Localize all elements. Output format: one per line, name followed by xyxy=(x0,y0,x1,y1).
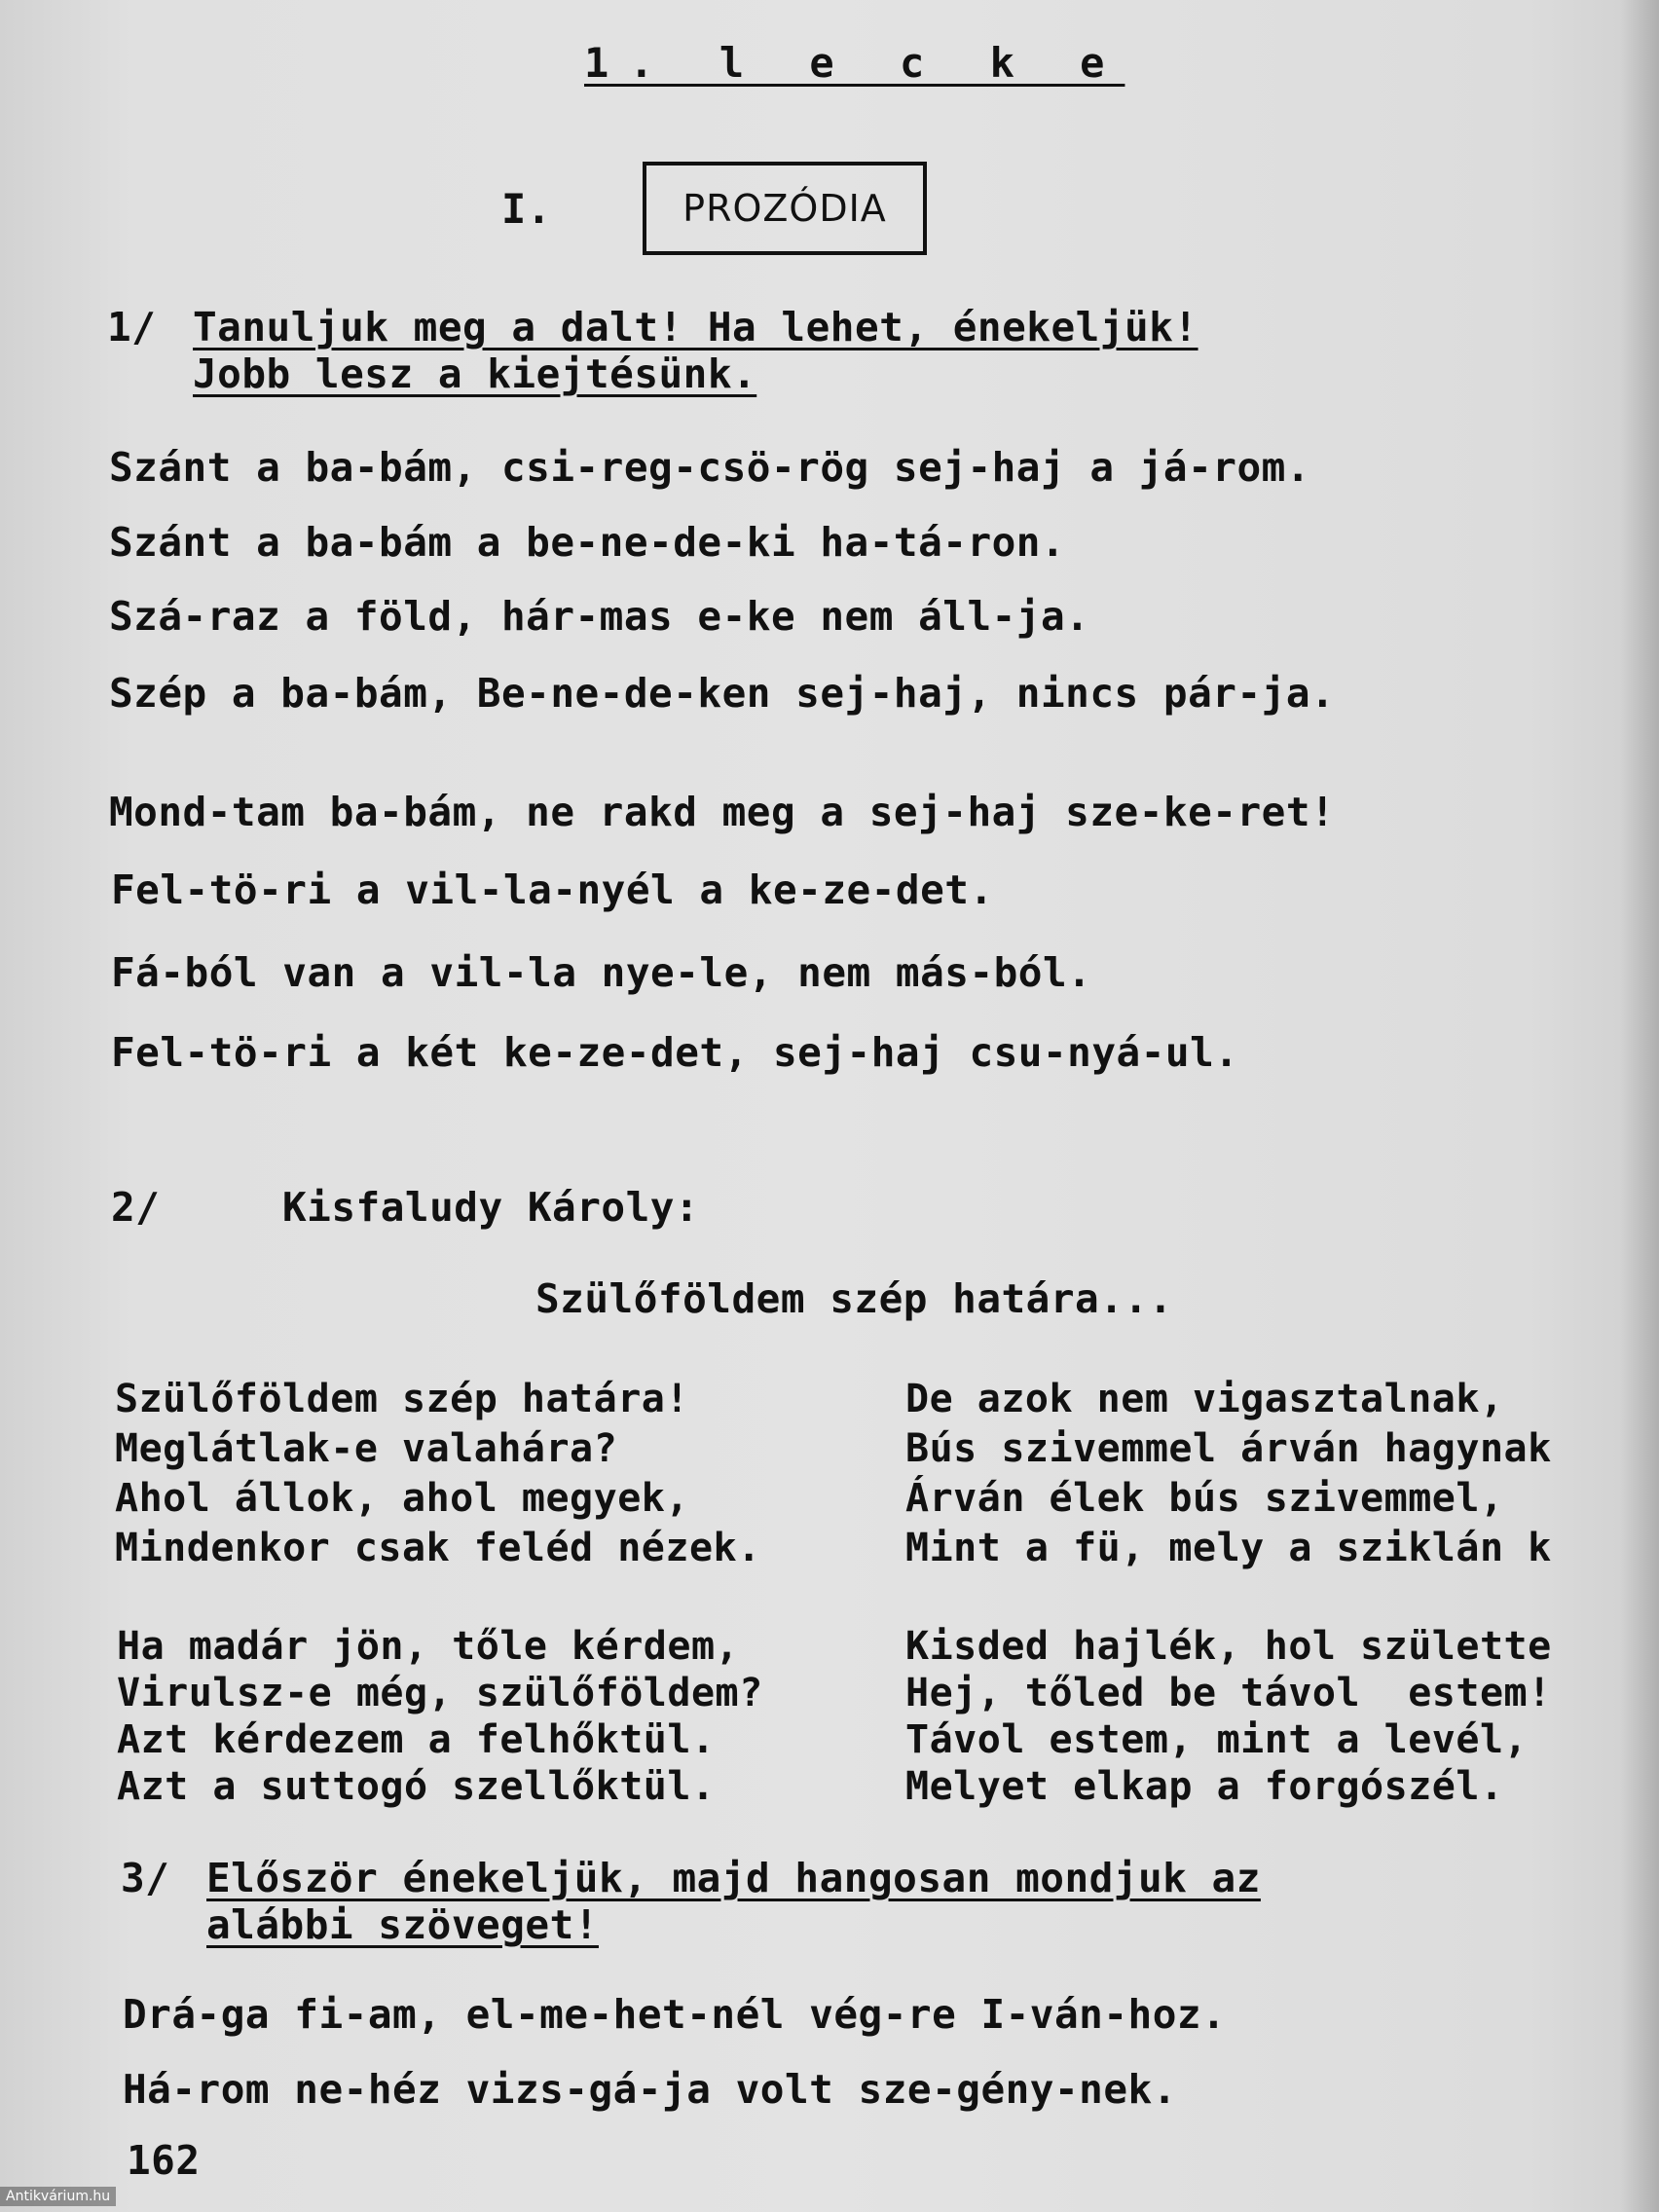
task1-instruction-line1: Tanuljuk meg a dalt! Ha lehet, énekeljük! xyxy=(193,304,1198,350)
song-line: Szánt a ba-bám, csi-reg-csö-rög sej-haj a já-rom. xyxy=(109,444,1311,491)
song-line: Szép a ba-bám, Be-ne-de-ken sej-haj, nincs pár-ja. xyxy=(109,670,1336,717)
poem-line-left: Szülőföldem szép határa! xyxy=(115,1377,689,1421)
song-line: Fel-tö-ri a két ke-ze-det, sej-haj csu-nyá-ul. xyxy=(111,1029,1239,1076)
section-title-box xyxy=(643,162,927,255)
task3-number: 3/ xyxy=(121,1855,170,1901)
section-title: PROZÓDIA xyxy=(682,187,887,230)
poem-right-column xyxy=(905,1363,1659,1830)
task2-number: 2/ xyxy=(111,1184,161,1231)
poem-line-right: Kisded hajlék, hol születte xyxy=(905,1624,1552,1669)
poem-line-right: Bús szivemmel árván hagynak xyxy=(905,1426,1552,1471)
song-line: Szá-raz a föld, hár-mas e-ke nem áll-ja. xyxy=(109,593,1090,640)
poem-line-right: Hej, tőled be távol estem! xyxy=(905,1671,1552,1715)
poem-line-right: Árván élek bús szivemmel, xyxy=(905,1476,1504,1521)
task3-instruction-line2: alábbi szöveget! xyxy=(206,1901,599,1948)
poem-line-right: Mint a fü, mely a sziklán k xyxy=(905,1526,1552,1570)
practice-line: Há-rom ne-héz vizs-gá-ja volt sze-gény-nek. xyxy=(123,2066,1177,2113)
poem-line-left: Azt a suttogó szellőktül. xyxy=(117,1764,716,1809)
page-number: 162 xyxy=(127,2137,201,2184)
poem-line-left: Ha madár jön, tőle kérdem, xyxy=(117,1624,740,1669)
poem-line-right: Távol estem, mint a levél, xyxy=(905,1717,1529,1762)
lesson-title: 1. l e c k e xyxy=(584,39,1125,87)
task1-number: 1/ xyxy=(107,304,157,350)
practice-line: Drá-ga fi-am, el-me-het-nél vég-re I-ván-hoz. xyxy=(123,1991,1227,2038)
song-line: Fel-tö-ri a vil-la-nyél a ke-ze-det. xyxy=(111,866,994,913)
poem-title: Szülőföldem szép határa... xyxy=(535,1275,1173,1322)
page-edge-shadow xyxy=(1620,0,1659,2212)
poem-line-left: Mindenkor csak feléd nézek. xyxy=(115,1526,761,1570)
poem-line-right: De azok nem vigasztalnak, xyxy=(905,1377,1504,1421)
song-line: Szánt a ba-bám a be-ne-de-ki ha-tá-ron. xyxy=(109,519,1066,566)
poem-line-right: Melyet elkap a forgószél. xyxy=(905,1764,1504,1809)
section-number: I. xyxy=(501,185,552,233)
task1-instruction-line2: Jobb lesz a kiejtésünk. xyxy=(193,350,757,397)
task3-instruction-line1: Először énekeljük, majd hangosan mondjuk az xyxy=(206,1855,1261,1901)
poem-line-left: Meglátlak-e valahára? xyxy=(115,1426,618,1471)
poem-line-left: Azt kérdezem a felhőktül. xyxy=(117,1717,716,1762)
poem-author: Kisfaludy Károly: xyxy=(282,1184,700,1231)
watermark: Antikvárium.hu xyxy=(0,2187,116,2206)
song-line: Fá-ból van a vil-la nye-le, nem más-ból. xyxy=(111,949,1092,996)
song-line: Mond-tam ba-bám, ne rakd meg a sej-haj sze-ke-ret! xyxy=(109,789,1336,835)
poem-line-left: Ahol állok, ahol megyek, xyxy=(115,1476,689,1521)
poem-line-left: Virulsz-e még, szülőföldem? xyxy=(117,1671,763,1715)
